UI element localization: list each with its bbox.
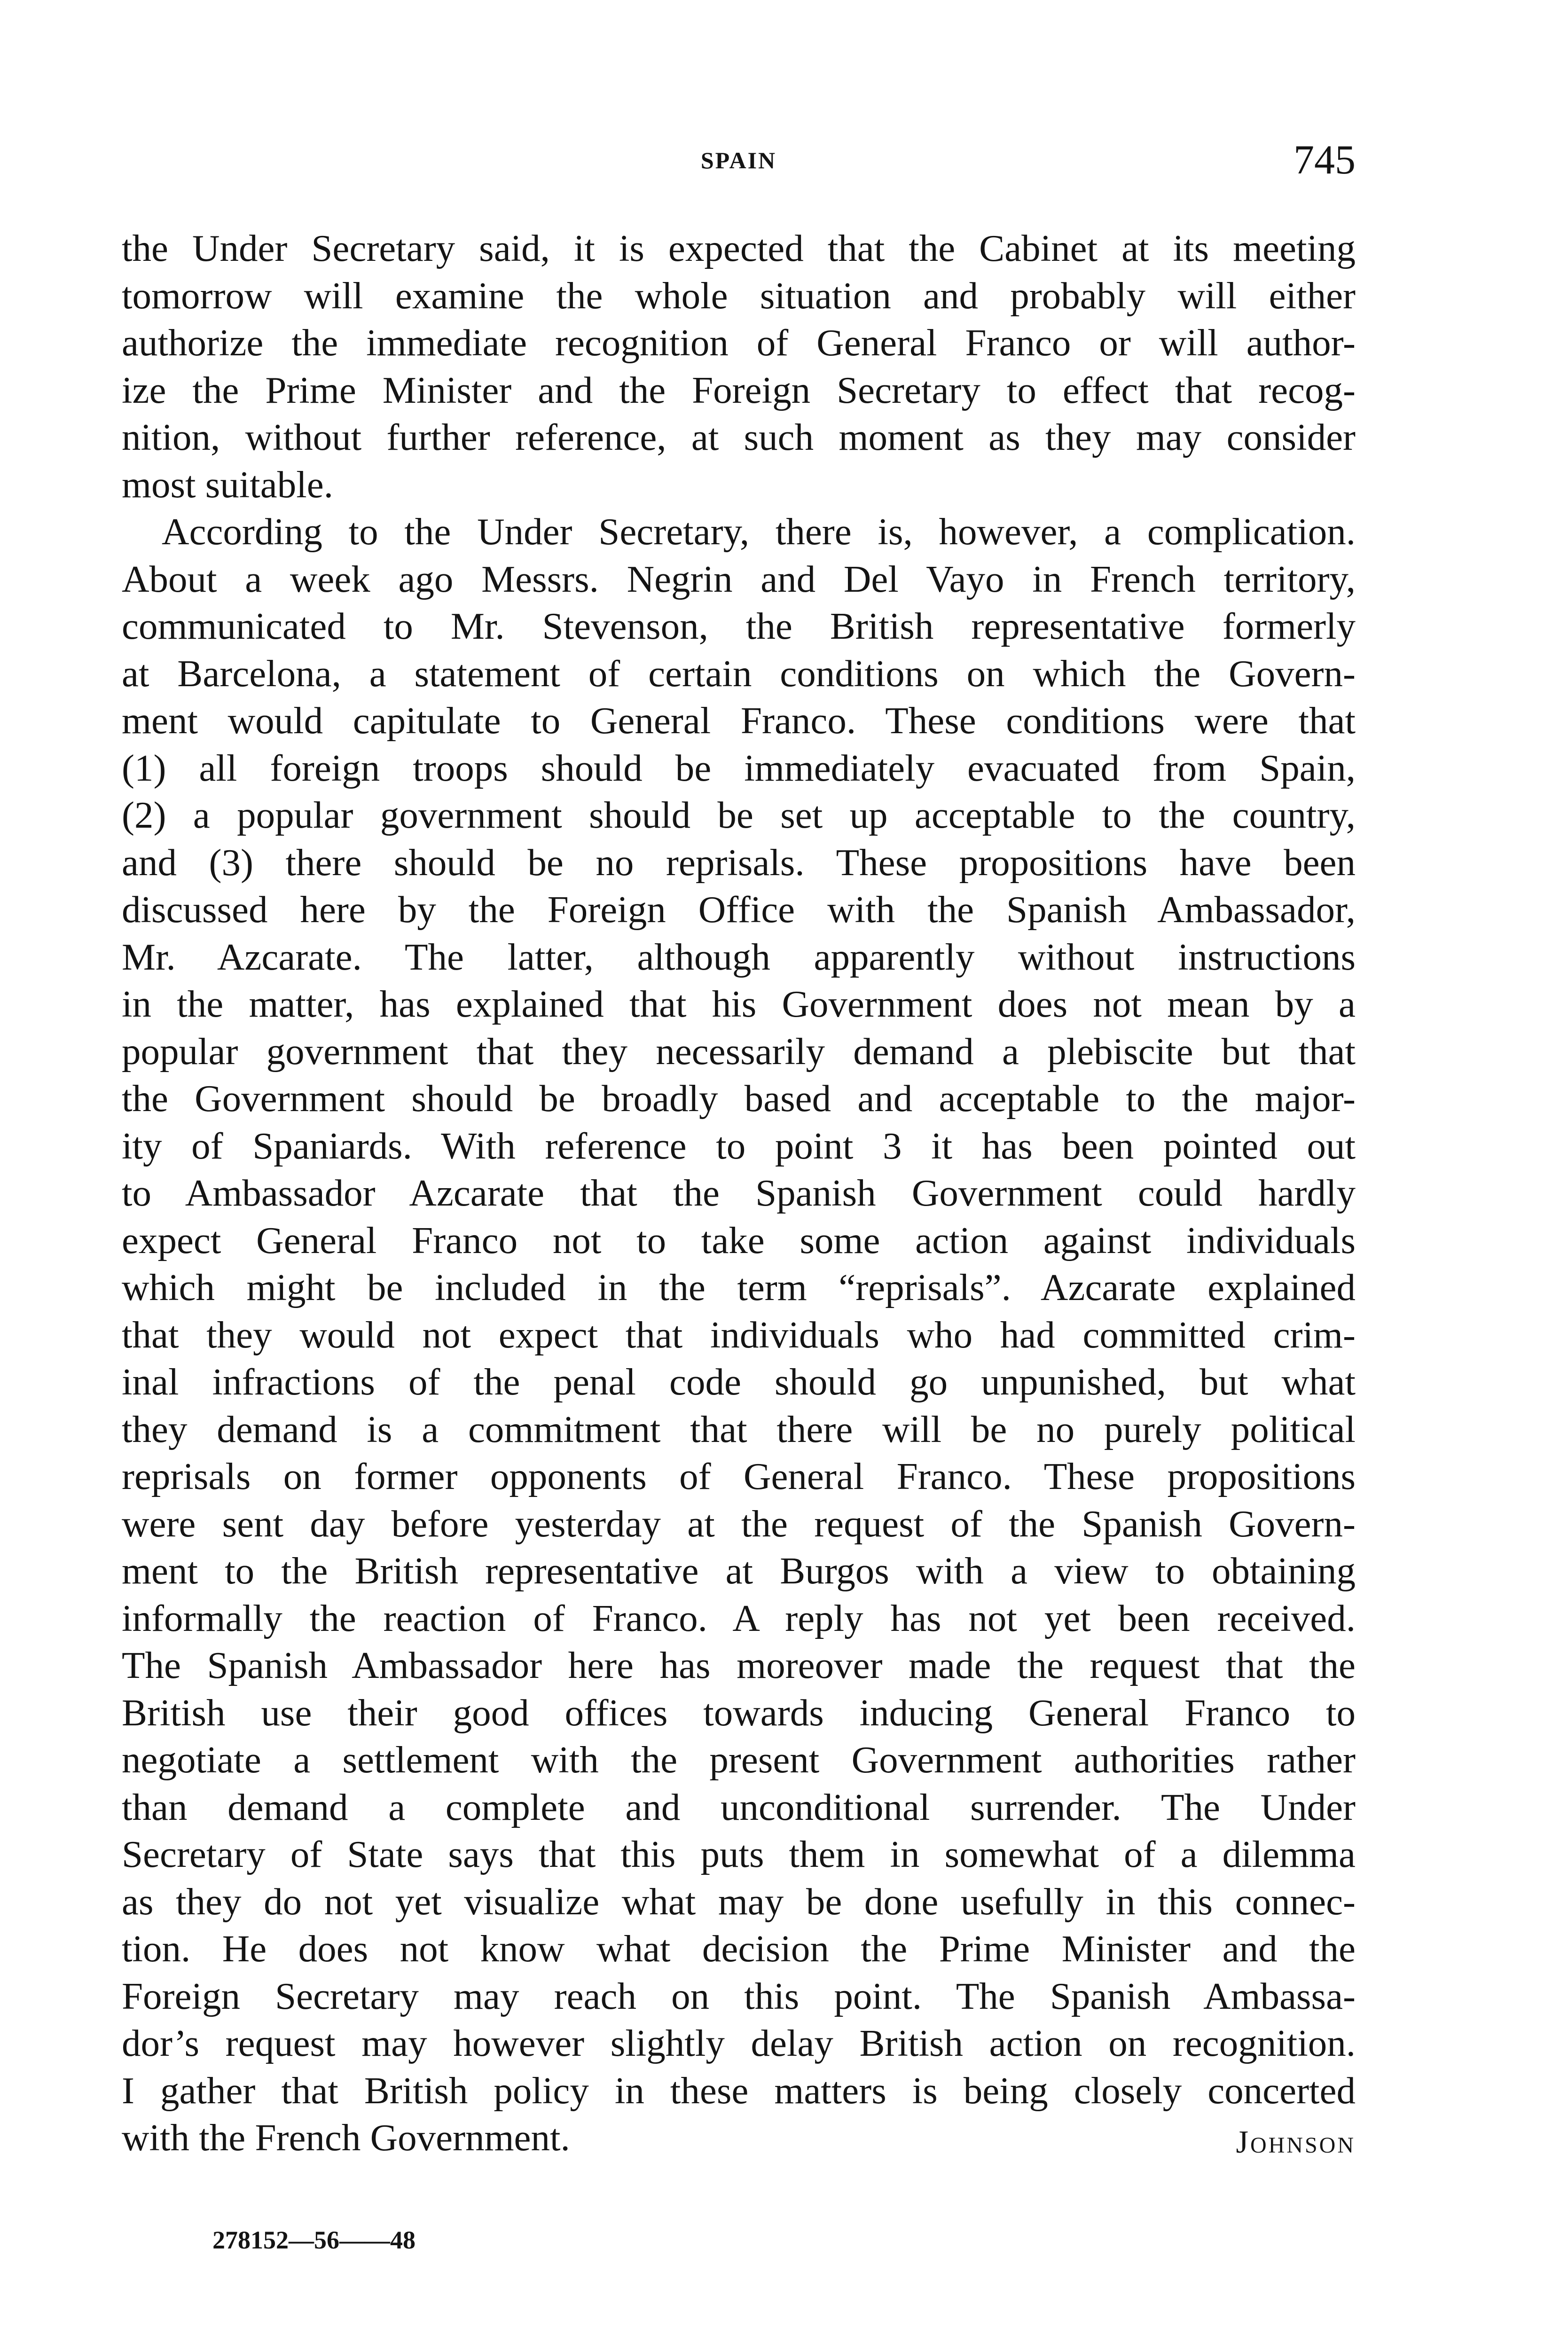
text-line: reprisals on former opponents of General Franco. These propositions [122, 1455, 1356, 1497]
text-line: ment would capitulate to General Franco. These conditions were that [122, 699, 1356, 742]
text-line: nition, without further reference, at such moment as they may consider [122, 416, 1356, 458]
text-line: in the matter, has explained that his Government does not mean by a [122, 983, 1356, 1025]
text-line: British use their good offices towards inducing General Franco to [122, 1691, 1356, 1734]
text-line: the Under Secretary said, it is expected that the Cabinet at its meeting [122, 227, 1356, 269]
text-line: they demand is a commitment that there will be no purely political [122, 1408, 1356, 1450]
text-line: popular government that they necessarily demand a plebiscite but that [122, 1030, 1356, 1073]
text-line: at Barcelona, a statement of certain conditions on which the Govern- [122, 652, 1356, 695]
text-line: ity of Spaniards. With reference to point 3 it has been pointed out [122, 1124, 1356, 1167]
page-number: 745 [1294, 137, 1356, 183]
text-line: The Spanish Ambassador here has moreover made the request that the [122, 1644, 1356, 1686]
running-title: SPAIN [700, 147, 777, 173]
running-head [122, 136, 1356, 188]
text-line: informally the reaction of Franco. A reply has not yet been received. [122, 1597, 1356, 1639]
text-line: expect General Franco not to take some action against individuals [122, 1219, 1356, 1261]
text-line: negotiate a settlement with the present Government authorities rather [122, 1739, 1356, 1781]
text-line: ment to the British representative at Burgos with a view to obtaining [122, 1550, 1356, 1592]
print-code: 278152—56——48 [212, 2226, 416, 2254]
text-line: According to the Under Secretary, there is, however, a complication. [162, 510, 1356, 553]
text-line: dor’s request may however slightly delay British action on recognition. [122, 2022, 1356, 2064]
text-line: inal infractions of the penal code should go unpunished, but what [122, 1361, 1356, 1403]
text-line: with the French Government. [122, 2116, 570, 2159]
signature: Johnson [1236, 2124, 1356, 2160]
text-line: (1) all foreign troops should be immediately evacuated from Spain, [122, 746, 1356, 789]
text-line: were sent day before yesterday at the request of the Spanish Govern- [122, 1502, 1356, 1545]
text-line: to Ambassador Azcarate that the Spanish Government could hardly [122, 1172, 1356, 1214]
text-line: than demand a complete and unconditional surrender. The Under [122, 1786, 1356, 1828]
text-line: ize the Prime Minister and the Foreign Secretary to effect that recog- [122, 368, 1356, 411]
text-line: I gather that British policy in these matters is being closely concerted [122, 2069, 1356, 2112]
text-line: (2) a popular government should be set up acceptable to the country, [122, 794, 1356, 836]
text-line: the Government should be broadly based and acceptable to the major- [122, 1077, 1356, 1120]
text-line: Foreign Secretary may reach on this point. The Spanish Ambassa- [122, 1974, 1356, 2017]
text-line: as they do not yet visualize what may be done usefully in this connec- [122, 1880, 1356, 1923]
text-line: tion. He does not know what decision the Prime Minister and the [122, 1927, 1356, 1970]
text-line: discussed here by the Foreign Office with the Spanish Ambassador, [122, 888, 1356, 931]
text-line: and (3) there should be no reprisals. These propositions have been [122, 841, 1356, 884]
text-line: Mr. Azcarate. The latter, although apparently without instructions [122, 935, 1356, 978]
text-line: authorize the immediate recognition of General Franco or will author- [122, 321, 1356, 364]
text-line: which might be included in the term “reprisals”. Azcarate explained [122, 1266, 1356, 1308]
text-line: About a week ago Messrs. Negrin and Del Vayo in French territory, [122, 557, 1356, 600]
text-line: communicated to Mr. Stevenson, the British representative formerly [122, 605, 1356, 647]
text-line: Secretary of State says that this puts them in somewhat of a dilemma [122, 1833, 1356, 1875]
text-line: that they would not expect that individuals who had committed crim- [122, 1313, 1356, 1356]
text-line: most suitable. [122, 463, 333, 506]
body-text [122, 225, 1356, 2162]
text-line: tomorrow will examine the whole situation and probably will either [122, 274, 1356, 317]
